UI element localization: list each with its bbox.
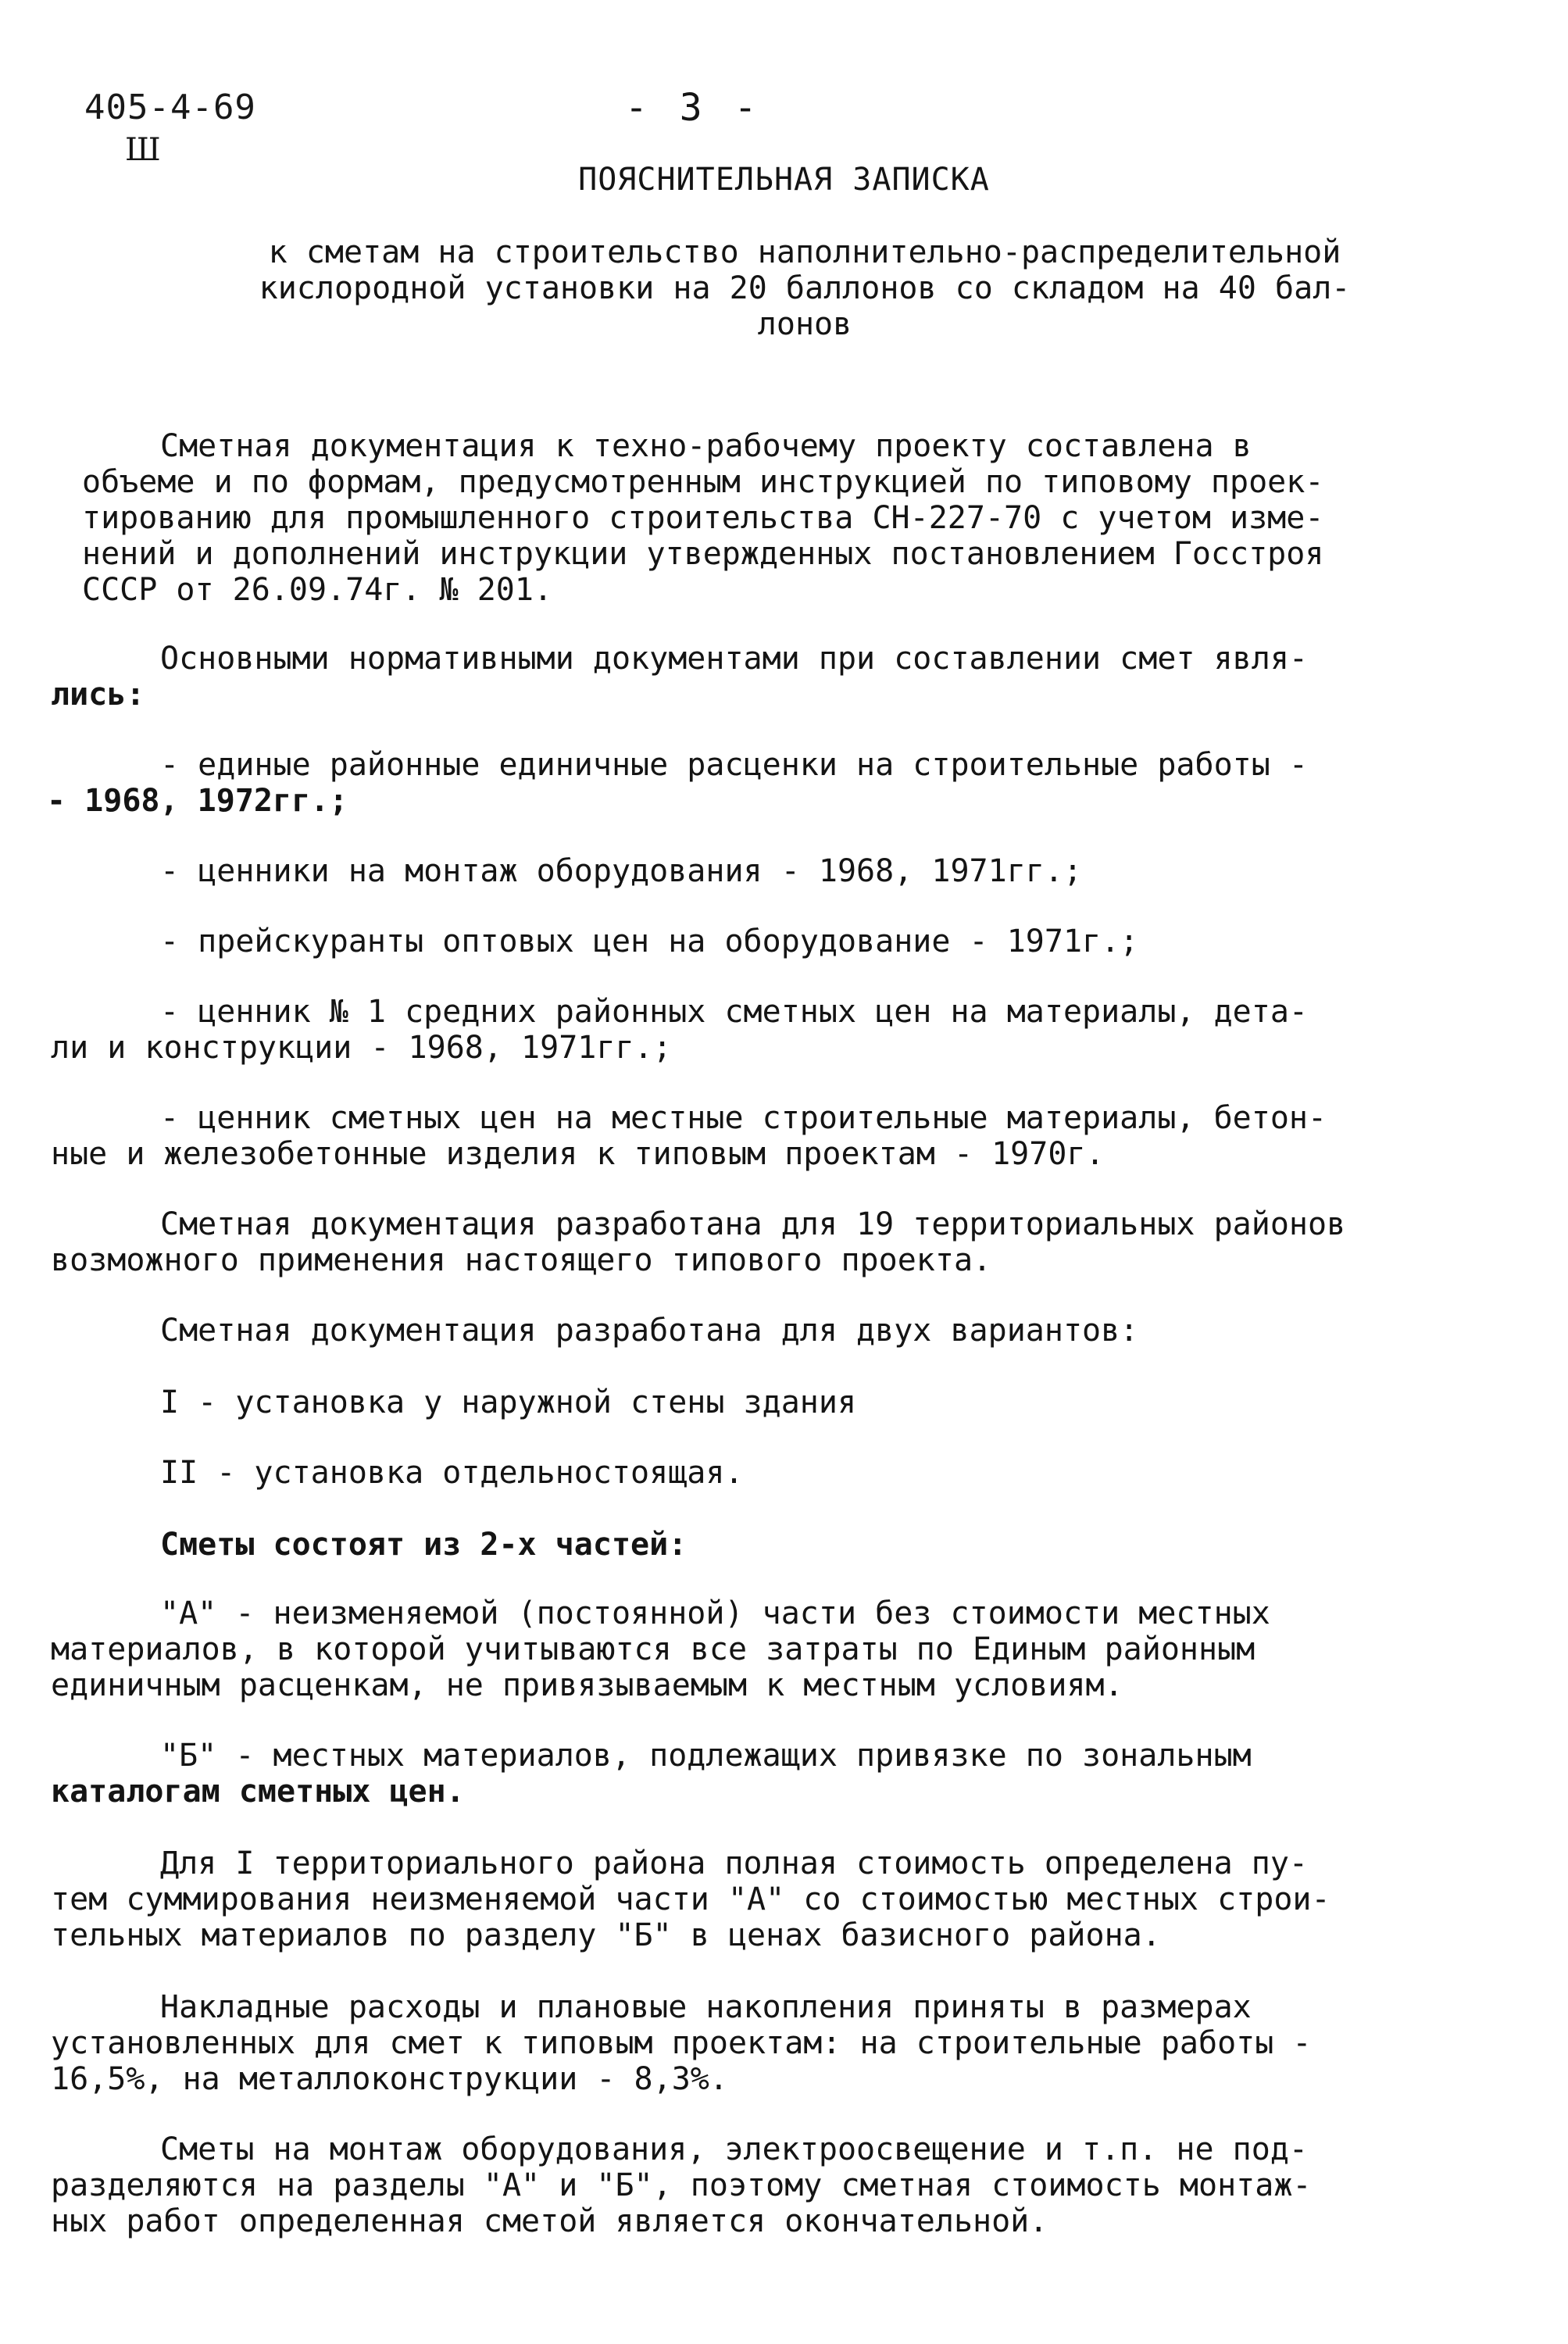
paragraph-line: нений и дополнений инструкции утвержденных постановлением Госстроя bbox=[82, 536, 1324, 572]
paragraph-line: лись: bbox=[51, 677, 145, 713]
paragraph-line: - ценники на монтаж оборудования - 1968, 1971гг.; bbox=[160, 853, 1083, 889]
paragraph-variants bbox=[160, 1313, 1520, 1349]
paragraph-line: Сметная документация к техно-рабочему проекту составлена в bbox=[160, 428, 1252, 464]
document-code: 405-4-69 bbox=[84, 88, 256, 127]
paragraph-line: Основными нормативными документами при составлении смет явля- bbox=[160, 641, 1309, 677]
paragraph-line: возможного применения настоящего типового проекта. bbox=[51, 1242, 992, 1278]
paragraph-line: - единые районные единичные расценки на строительные работы - bbox=[160, 747, 1309, 783]
variant-one bbox=[160, 1385, 1520, 1420]
paragraph-line: каталогам сметных цен. bbox=[51, 1774, 465, 1810]
paragraph-line: - прейскуранты оптовых цен на оборудование - 1971г.; bbox=[160, 924, 1139, 959]
paragraph-territorial bbox=[51, 1206, 1520, 1278]
paragraph-line: Сметы на монтаж оборудования, электроосвещение и т.п. не под- bbox=[160, 2131, 1309, 2167]
paragraph-line: - 1968, 1972гг.; bbox=[47, 783, 348, 819]
volume-mark: Ш bbox=[125, 132, 161, 168]
paragraph-line: Сметная документация разработана для 19 территориальных районов bbox=[160, 1206, 1346, 1242]
paragraph-line: Сметная документация разработана для двух вариантов: bbox=[160, 1313, 1139, 1349]
paragraph-line: Для I территориального района полная стоимость определена пу- bbox=[160, 1846, 1309, 1881]
paragraph-parts bbox=[160, 1527, 1520, 1563]
list-item-rates bbox=[47, 747, 1520, 819]
paragraph-line: "Б" - местных материалов, подлежащих привязке по зональным bbox=[160, 1738, 1252, 1774]
paragraph-installation bbox=[51, 2131, 1520, 2239]
paragraph-line: "А" - неизменяемой (постоянной) части без стоимости местных bbox=[160, 1595, 1270, 1631]
paragraph-line: - ценник сметных цен на местные строительные материалы, бетон- bbox=[160, 1100, 1327, 1136]
paragraph-intro bbox=[82, 428, 1520, 608]
paragraph-line: тированию для промышленного строительства СН-227-70 с учетом изме- bbox=[82, 500, 1324, 536]
list-item-installation-prices bbox=[160, 853, 1520, 889]
paragraph-overheads bbox=[51, 1989, 1520, 2097]
paragraph-line: 16,5%, на металлоконструкции - 8,3%. bbox=[51, 2061, 728, 2097]
document-subtitle: к сметам на строительство наполнительно-распределительной кислородной установки на 20 баллонов со складом на 40 бал- лонов bbox=[259, 234, 1351, 342]
paragraph-line: тем суммирования неизменяемой части "А" со стоимостью местных строи- bbox=[51, 1881, 1330, 1917]
paragraph-line: СССР от 26.09.74г. № 201. bbox=[82, 572, 553, 608]
paragraph-line: - ценник № 1 средних районных сметных цен на материалы, дета- bbox=[160, 994, 1309, 1030]
list-item-materials-prices bbox=[51, 994, 1520, 1066]
paragraph-line: ных работ определенная сметой является окончательной. bbox=[51, 2203, 1048, 2239]
paragraph-line: установленных для смет к типовым проектам: на строительные работы - bbox=[51, 2025, 1312, 2061]
paragraph-line: Накладные расходы и плановые накопления приняты в размерах bbox=[160, 1989, 1252, 2025]
paragraph-line: Сметы состоят из 2-х частей: bbox=[160, 1527, 688, 1563]
list-item-local-materials bbox=[51, 1100, 1520, 1172]
paragraph-line: разделяются на разделы "А" и "Б", поэтому сметная стоимость монтаж- bbox=[51, 2167, 1312, 2203]
paragraph-line: ли и конструкции - 1968, 1971гг.; bbox=[51, 1030, 672, 1066]
paragraph-part-a bbox=[51, 1595, 1520, 1703]
page-number: - 3 - bbox=[625, 86, 762, 130]
paragraph-line: единичным расценкам, не привязываемым к местным условиям. bbox=[51, 1667, 1123, 1703]
document-title: ПОЯСНИТЕЛЬНАЯ ЗАПИСКА bbox=[578, 162, 990, 198]
paragraph-line: объеме и по формам, предусмотренным инструкцией по типовому проек- bbox=[82, 464, 1324, 500]
list-item-price-lists bbox=[160, 924, 1520, 959]
paragraph-normative-docs bbox=[51, 641, 1520, 713]
paragraph-line: I - установка у наружной стены здания bbox=[160, 1385, 857, 1420]
paragraph-line: материалов, в которой учитываются все затраты по Единым районным bbox=[51, 1631, 1255, 1667]
paragraph-line: ные и железобетонные изделия к типовым проектам - 1970г. bbox=[51, 1136, 1105, 1172]
paragraph-line: тельных материалов по разделу "Б" в ценах базисного района. bbox=[51, 1917, 1161, 1953]
variant-two bbox=[160, 1455, 1520, 1491]
paragraph-line: II - установка отдельностоящая. bbox=[160, 1455, 744, 1491]
paragraph-total-cost bbox=[51, 1846, 1520, 1953]
paragraph-part-b bbox=[51, 1738, 1520, 1810]
